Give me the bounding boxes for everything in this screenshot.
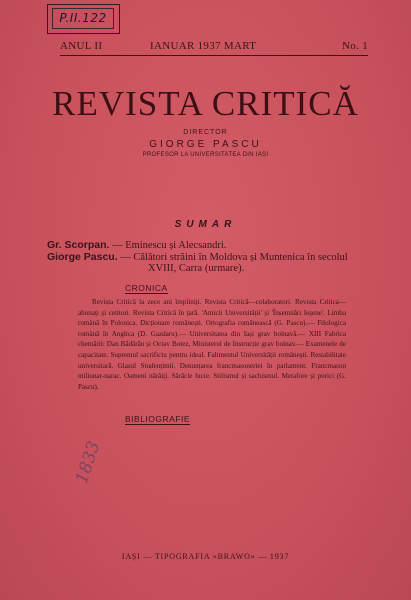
cronica-text: Revista Critică la zece ani împliniți. Revista Critică—colaboratori. Revista Critica—abonați și cetitori. Revista Critică în țară. 'Amicii Universității' și 'Însemnări Ieșene'. Limba română în Polonica. Dicționare românești. Ortografia românească (G. Pascu).— Filologica română în Anglica (D. Gazdaru).— Universitatea din Iași grav bolnavă.— XIII Fabrica chemării: Dan Bădărău și Octav Botez, Ministerul de Instrucție grav bolnav.— Examenele de capacitate. Supremul sacrificiu pentru ideal. Falimentul Universității românești. Restabilitate universitară. Glasul Studențimii. Denunțarea francmasoneriei în parlament. Francmason milionar-narac. Oameni nărăiți. Sărăcie lucie. Stilismul și sachismul. Metafore și purici (G. Pascu). (78, 298, 346, 391)
toc-title: — Călători străini în Moldova și Muntenica în secolul (120, 252, 348, 263)
pencil-annotation: 1833 (72, 438, 105, 487)
cronica-heading: CRONICA (125, 283, 168, 293)
top-divider (60, 55, 368, 56)
bibliografie-heading: BIBLIOGRAFIE (125, 414, 191, 424)
library-stamp (47, 4, 120, 34)
director-name: GIORGE PASCU (149, 139, 262, 150)
sumar-heading: SUMAR (174, 219, 237, 230)
director-label: DIRECTOR (183, 129, 228, 136)
issue-year: ANUL II (60, 40, 103, 52)
stamp-label: P.II.122 (52, 8, 114, 29)
journal-title: REVISTA CRITICĂ (52, 84, 359, 123)
publisher-imprint: IAȘI — TIPOGRAFIA «BRAWO» — 1937 (121, 552, 290, 561)
toc-author: Gr. Scorpan. (47, 239, 110, 251)
toc-title: — Eminescu și Alecsandri. (112, 240, 227, 251)
issue-date: IANUAR 1937 MART (150, 40, 257, 52)
director-affiliation: PROFESOR LA UNIVERSITATEA DIN IAȘI (142, 152, 269, 158)
cronica-contents (78, 297, 346, 392)
toc-author: Giorge Pascu. (47, 251, 118, 263)
issue-line (60, 40, 368, 54)
toc-title-continuation: XVIII, Carra (urmare). (148, 263, 245, 274)
issue-number: No. 1 (342, 40, 368, 52)
